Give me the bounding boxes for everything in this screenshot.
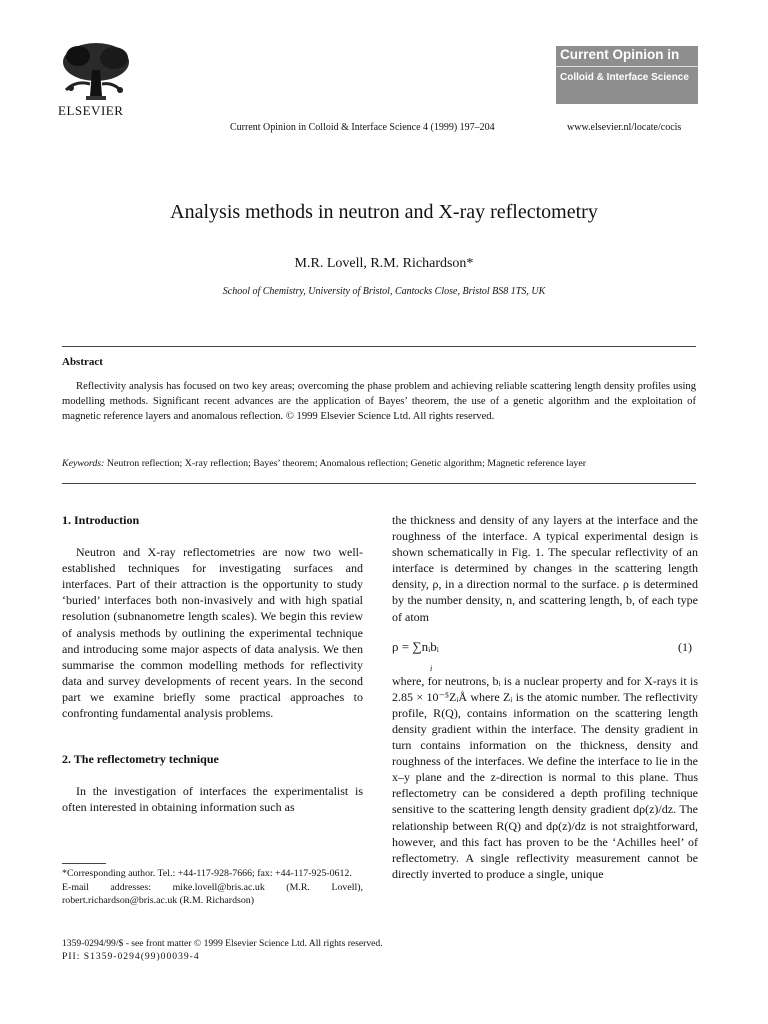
article-authors: M.R. Lovell, R.M. Richardson* [294,256,474,271]
publisher-name: ELSEVIER [58,103,124,118]
right-column [392,512,698,882]
section-1-paragraph: Neutron and X-ray reflectometries are now two well-established techniques for investigating surfaces and interfaces. Part of their attraction is the opportunity to study ‘buried’ interfaces both non-invasively and with high spatial resolution (subnanometre length scales). We begin this review of analysis methods by outlining the experimental technique and introducing some major aspects of data analysis. We then summarise the common modelling methods for reflectivity data and survey developments of recent years. In the second part we examine briefly some practical approaches to confronting fundamental analysis problems. [62,545,363,721]
section-1-heading: 1. Introduction [62,513,140,527]
section-2-heading: 2. The reflectometry technique [62,752,219,767]
equation-1-number: (1) [678,639,692,654]
keywords-list: Neutron reflection; X-ray reflection; Bayes’ theorem; Anomalous reflection; Genetic algorithm; Magnetic reference layer [106,458,586,469]
issn-line: 1359-0294/99/$ - see front matter © 1999 Elsevier Science Ltd. All rights reserved. [62,938,383,949]
journal-citation: Current Opinion in Colloid & Interface Science 4 (1999) 197–204 [230,122,495,133]
footnote-rule [62,863,106,864]
equation-1 [392,631,698,673]
footnote-email: E-mail addresses: mike.lovell@bris.ac.uk (M.R. Lovell), robert.richardson@bris.ac.uk (R.M. Richardson) [62,881,363,907]
equation-1-sum-index: i [430,663,433,673]
abstract-top-rule [62,346,696,347]
abstract-body [62,379,696,425]
journal-banner-subtitle: Colloid & Interface Science [560,72,689,83]
journal-banner-rule [556,66,698,67]
section-2-paragraph: In the investigation of interfaces the experimentalist is often interested in obtaining information such as [62,784,363,815]
right-paragraph-2: where, for neutrons, bᵢ is a nuclear property and for X-rays it is 2.85 × 10⁻⁵ZᵢÅ where Zᵢ is the atomic number. The reflectivity profile, R(Q), contains information on the scattering length density gradient within the interface. The density gradient in turn contains information on the thickness, density and roughness of the interfaces. We define the interface to lie in the x–y plane and the z-direction is normal to this plane. Thus reflectometry can be considered a depth profiling technique sensitive to the scattering length density gradient dρ(z)/dz. The relationship between R(Q) and dρ(z)/dz is not straightforward, however, and this fact has proven to be the ‘Achilles heel’ of reflectometry. A single reflectivity measurement cannot be directly inverted to produce a single, unique [392,673,698,881]
footnote [62,867,363,908]
abstract-heading: Abstract [62,356,103,368]
journal-banner [556,46,698,104]
right-paragraph-1: the thickness and density of any layers at the interface and the roughness of the interface. A typical experimental design is shown schematically in Fig. 1. The specular reflectivity of an interface is determined by changes in the scattering length density, ρ, in a direction normal to the surface. ρ is determined by the number density, n, and scattering length, b, of each type of atom [392,513,698,624]
journal-banner-title: Current Opinion in [560,47,680,62]
footnote-corresponding-author: *Corresponding author. Tel.: +44-117-928-7666; fax: +44-117-925-0612. [62,868,352,879]
article-title: Analysis methods in neutron and X-ray reflectometry [170,201,598,223]
author-affiliation: School of Chemistry, University of Bristol, Cantocks Close, Bristol BS8 1TS, UK [222,286,546,297]
keywords [62,458,702,469]
keywords-label: Keywords: [62,458,105,469]
journal-url[interactable]: www.elsevier.nl/locate/cocis [567,122,682,133]
abstract-bottom-rule [62,483,696,484]
pii-line: PII: S1359-0294(99)00039-4 [62,951,200,962]
abstract-text: Reflectivity analysis has focused on two key areas; overcoming the phase problem and achieving reliable scattering length density profiles using modelling methods. Significant recent advances are the application of Bayes’ theorem, the use of a genetic algorithm and the exploitation of magnetic reference layers and anomalous reflection. © 1999 Elsevier Science Ltd. All rights reserved. [62,381,696,423]
left-column [62,512,363,815]
equation-1-expression: ρ = ∑nᵢbᵢ [392,638,439,654]
elsevier-tree-logo [56,40,136,102]
